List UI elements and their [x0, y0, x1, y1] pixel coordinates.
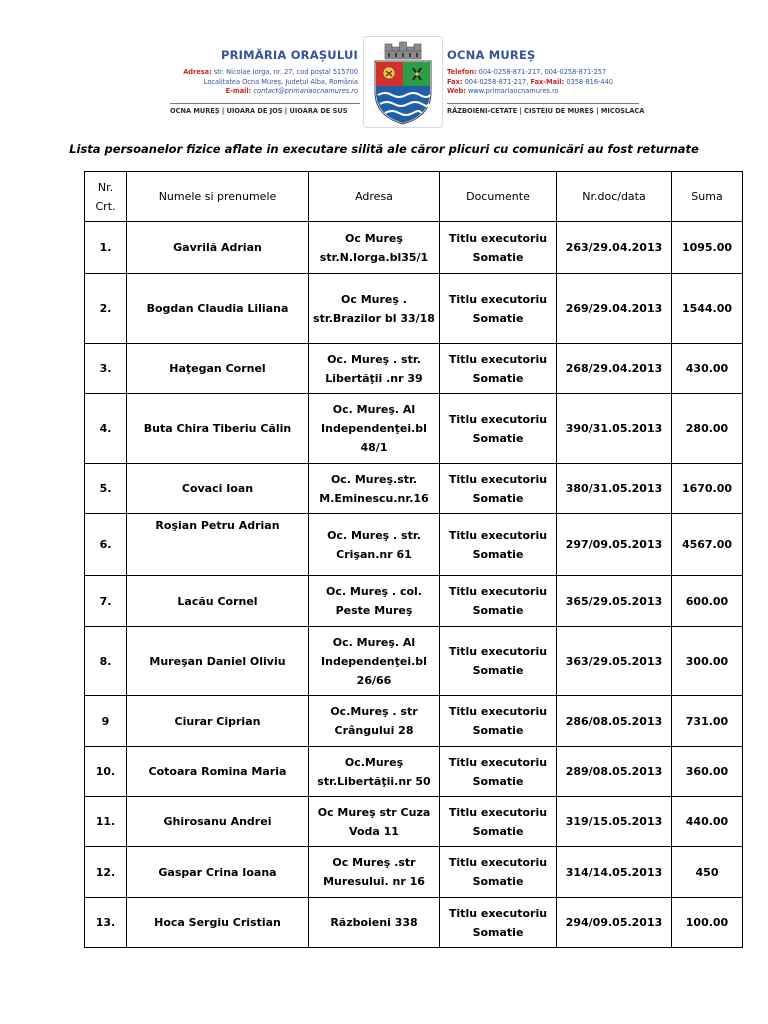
phone-line — [447, 68, 677, 78]
cell-nr: 11. — [85, 797, 127, 847]
web-value: www.primariaocnamures.ro — [467, 87, 559, 96]
table-row — [85, 696, 743, 747]
column-header-nr: Nr. Crt. — [85, 172, 127, 222]
cell-documents: Titlu executoriu Somatie — [440, 898, 557, 948]
cell-address: Oc.Mureş . str Crângului 28 — [309, 696, 440, 747]
cell-name: Haţegan Cornel — [127, 344, 309, 394]
villages-left: OCNA MUREȘ | UIOARA DE JOS | UIOARA DE SUS — [170, 107, 348, 115]
column-header-doc-number: Nr.doc/data — [557, 172, 672, 222]
document-title: Lista persoanelor fizice aflate in executare silită ale căror plicuri cu comunicări au fost returnate — [69, 142, 699, 156]
cell-address: Oc Mureş .str Muresului. nr 16 — [309, 847, 440, 898]
cell-nr: 1. — [85, 222, 127, 274]
cell-nr: 6. — [85, 514, 127, 576]
letterhead-divider-right — [447, 103, 639, 104]
cell-doc-number: 268/29.04.2013 — [557, 344, 672, 394]
cell-name: Hoca Sergiu Cristian — [127, 898, 309, 948]
cell-address: Oc.Mureş str.Libertăţii.nr 50 — [309, 747, 440, 797]
email-value: contact@primariaocnamures.ro — [253, 87, 358, 96]
cell-nr: 3. — [85, 344, 127, 394]
cell-amount: 440.00 — [672, 797, 743, 847]
cell-documents: Titlu executoriu Somatie — [440, 394, 557, 464]
cell-doc-number: 286/08.05.2013 — [557, 696, 672, 747]
cell-nr: 12. — [85, 847, 127, 898]
cell-amount: 300.00 — [672, 627, 743, 696]
fax-line — [447, 78, 677, 88]
fax-mail-label: Fax-Mail: — [530, 77, 565, 86]
cell-nr: 9 — [85, 696, 127, 747]
cell-doc-number: 297/09.05.2013 — [557, 514, 672, 576]
cell-documents: Titlu executoriu Somatie — [440, 222, 557, 274]
cell-address: Oc. Mureş. Al Independenţei.bl 26/66 — [309, 627, 440, 696]
debtors-table — [84, 171, 743, 948]
email-label: E-mail: — [225, 87, 252, 96]
cell-amount: 600.00 — [672, 576, 743, 627]
web-label: Web: — [447, 87, 466, 96]
column-header-documents: Documente — [440, 172, 557, 222]
cell-amount: 430.00 — [672, 344, 743, 394]
cell-documents: Titlu executoriu Somatie — [440, 464, 557, 514]
cell-amount: 1544.00 — [672, 274, 743, 344]
fax-value: 004-0258-871-217, — [464, 77, 529, 86]
phone-value: 004-0258-871-217, 004-0258-871-257 — [478, 68, 607, 76]
cell-amount: 1670.00 — [672, 464, 743, 514]
cell-doc-number: 319/15.05.2013 — [557, 797, 672, 847]
cell-name: Covaci Ioan — [127, 464, 309, 514]
cell-doc-number: 363/29.05.2013 — [557, 627, 672, 696]
cell-amount: 1095.00 — [672, 222, 743, 274]
cell-doc-number: 365/29.05.2013 — [557, 576, 672, 627]
table-row — [85, 344, 743, 394]
cell-documents: Titlu executoriu Somatie — [440, 576, 557, 627]
cell-name: Gavrilă Adrian — [127, 222, 309, 274]
cell-nr: 13. — [85, 898, 127, 948]
fax-label: Fax: — [447, 77, 463, 86]
table-row — [85, 898, 743, 948]
address-line — [98, 68, 358, 78]
cell-address: Oc. Mureş.str. M.Eminescu.nr.16 — [309, 464, 440, 514]
cell-nr: 5. — [85, 464, 127, 514]
cell-amount: 4567.00 — [672, 514, 743, 576]
cell-name: Roşian Petru Adrian — [127, 514, 309, 576]
table-row — [85, 797, 743, 847]
cell-name: Ghirosanu Andrei — [127, 797, 309, 847]
cell-documents: Titlu executoriu Somatie — [440, 627, 557, 696]
email-line — [98, 87, 358, 97]
cell-doc-number: 269/29.04.2013 — [557, 274, 672, 344]
cell-name: Lacău Cornel — [127, 576, 309, 627]
cell-nr: 8. — [85, 627, 127, 696]
cell-address: Oc. Mureş . str. Libertăţii .nr 39 — [309, 344, 440, 394]
coat-of-arms-icon — [363, 36, 443, 128]
cell-documents: Titlu executoriu Somatie — [440, 797, 557, 847]
cell-name: Gaspar Crina Ioana — [127, 847, 309, 898]
villages-right: RĂZBOIENI-CETATE | CISTEIU DE MUREȘ | MICOȘLACA — [447, 107, 645, 115]
cell-address: Oc. Mureş. Al Independenţei.bl 48/1 — [309, 394, 440, 464]
table-row — [85, 627, 743, 696]
letterhead-divider-left — [170, 103, 360, 104]
fax-mail-value: 0358-816-440 — [566, 77, 614, 86]
cell-address: Oc Mureş str Cuza Voda 11 — [309, 797, 440, 847]
table-row — [85, 514, 743, 576]
cell-address: Oc Mureş . str.Brazilor bl 33/18 — [309, 274, 440, 344]
cell-name: Ciurar Ciprian — [127, 696, 309, 747]
cell-name: Buta Chira Tiberiu Călin — [127, 394, 309, 464]
table-row — [85, 576, 743, 627]
institution-title: PRIMĂRIA ORAȘULUI — [220, 48, 358, 62]
table-header-row — [85, 172, 743, 222]
cell-documents: Titlu executoriu Somatie — [440, 344, 557, 394]
letterhead-left-block — [98, 48, 358, 97]
cell-amount: 450 — [672, 847, 743, 898]
address-label: Adresa: — [183, 68, 212, 76]
column-header-address: Adresa — [309, 172, 440, 222]
web-line — [447, 87, 677, 97]
cell-doc-number: 380/31.05.2013 — [557, 464, 672, 514]
cell-name: Cotoara Romina Maria — [127, 747, 309, 797]
cell-doc-number: 263/29.04.2013 — [557, 222, 672, 274]
cell-doc-number: 294/09.05.2013 — [557, 898, 672, 948]
cell-doc-number: 289/08.05.2013 — [557, 747, 672, 797]
cell-address: Oc. Mureş . col. Peste Mureş — [309, 576, 440, 627]
cell-address: Oc. Mureş . str. Crişan.nr 61 — [309, 514, 440, 576]
cell-amount: 360.00 — [672, 747, 743, 797]
cell-documents: Titlu executoriu Somatie — [440, 274, 557, 344]
cell-nr: 2. — [85, 274, 127, 344]
cell-nr: 4. — [85, 394, 127, 464]
letterhead — [0, 0, 768, 130]
column-header-name: Numele si prenumele — [127, 172, 309, 222]
cell-nr: 7. — [85, 576, 127, 627]
cell-name: Mureşan Daniel Oliviu — [127, 627, 309, 696]
cell-documents: Titlu executoriu Somatie — [440, 747, 557, 797]
table-row — [85, 464, 743, 514]
table-row — [85, 747, 743, 797]
address-value: str. Nicolae Iorga, nr. 27, cod poștal 515700 — [213, 68, 358, 76]
phone-label: Telefon: — [447, 68, 477, 76]
cell-amount: 100.00 — [672, 898, 743, 948]
column-header-amount: Suma — [672, 172, 743, 222]
cell-address: Oc Mureş str.N.Iorga.bl35/1 — [309, 222, 440, 274]
town-title: OCNA MUREȘ — [447, 48, 536, 62]
locality-line: Localitatea Ocna Mureș, Județul Alba, România — [203, 77, 358, 86]
cell-documents: Titlu executoriu Somatie — [440, 696, 557, 747]
table-row — [85, 847, 743, 898]
cell-name: Bogdan Claudia Liliana — [127, 274, 309, 344]
cell-nr: 10. — [85, 747, 127, 797]
cell-doc-number: 390/31.05.2013 — [557, 394, 672, 464]
cell-amount: 731.00 — [672, 696, 743, 747]
cell-address: Războieni 338 — [309, 898, 440, 948]
table-row — [85, 274, 743, 344]
table-row — [85, 394, 743, 464]
cell-doc-number: 314/14.05.2013 — [557, 847, 672, 898]
cell-documents: Titlu executoriu Somatie — [440, 514, 557, 576]
letterhead-right-block — [447, 48, 677, 97]
table-row — [85, 222, 743, 274]
cell-documents: Titlu executoriu Somatie — [440, 847, 557, 898]
cell-amount: 280.00 — [672, 394, 743, 464]
